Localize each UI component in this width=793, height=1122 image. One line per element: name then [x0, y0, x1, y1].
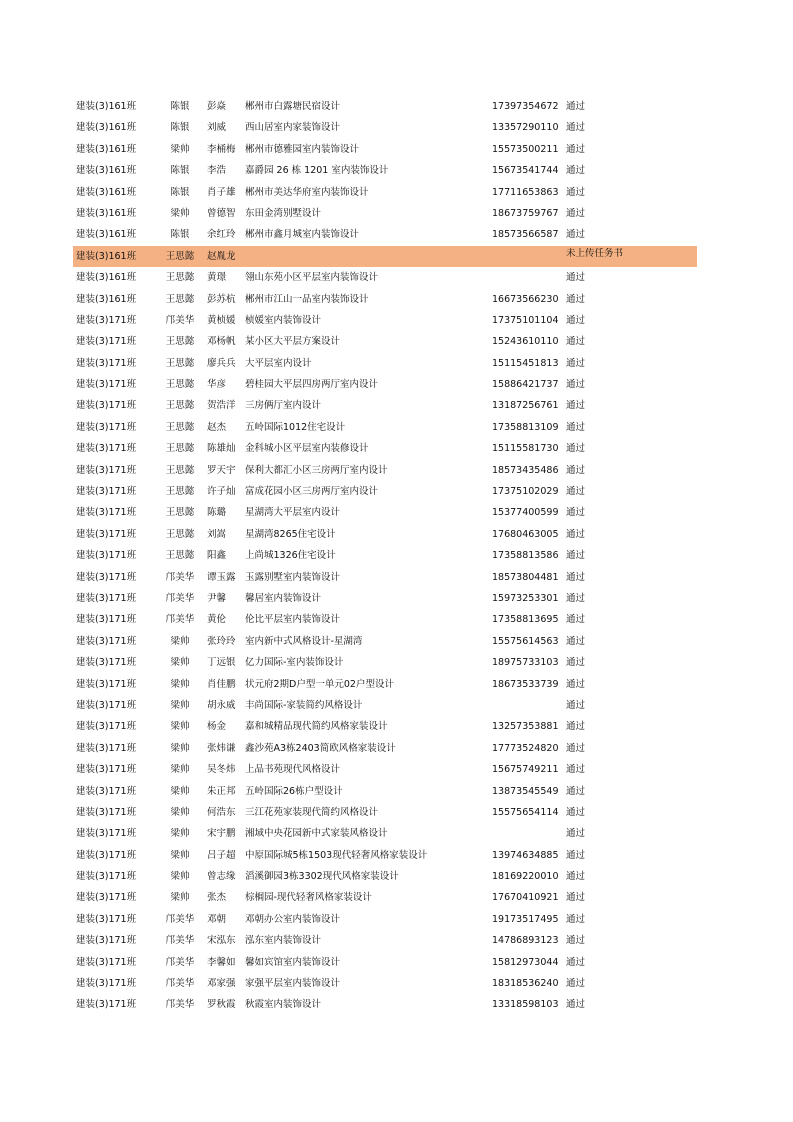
project-cell: 家强平层室内装饰设计: [245, 978, 341, 990]
student-cell: 陈璐: [207, 507, 227, 519]
teacher-cell: 梁帅: [170, 678, 190, 690]
class-cell: 建装(3)161班: [76, 250, 137, 262]
status-cell: 通过: [566, 143, 586, 155]
table-row: [73, 845, 697, 866]
phone-cell: 13873545549: [492, 785, 559, 797]
class-cell: 建装(3)171班: [76, 721, 137, 733]
project-cell: 馨居室内装饰设计: [245, 592, 322, 604]
project-cell: 邓朝办公室内装饰设计: [245, 913, 341, 925]
class-cell: 建装(3)171班: [76, 935, 137, 947]
project-cell: 星湖湾大平层室内设计: [245, 507, 341, 519]
student-cell: 何浩东: [207, 806, 236, 818]
project-cell: 三江花苑家装现代简约风格设计: [245, 806, 379, 818]
project-cell: 东田金湾别墅设计: [245, 207, 322, 219]
teacher-cell: 梁帅: [170, 742, 190, 754]
student-cell: 刘威: [207, 122, 227, 134]
table-row: [73, 267, 697, 288]
project-cell: 室内新中式风格设计-星湖湾: [245, 635, 363, 647]
project-cell: 郴州市江山一品室内装饰设计: [245, 293, 369, 305]
teacher-cell: 陈银: [170, 229, 190, 241]
class-cell: 建装(3)171班: [76, 336, 137, 348]
project-cell: 玉露别墅室内装饰设计: [245, 571, 341, 583]
class-cell: 建装(3)171班: [76, 956, 137, 968]
teacher-cell: 梁帅: [170, 892, 190, 904]
phone-cell: 17397354672: [492, 101, 559, 112]
student-cell: 华彦: [207, 379, 227, 391]
teacher-cell: 梁帅: [170, 207, 190, 219]
phone-cell: 13257353881: [492, 721, 559, 733]
status-cell: 通过: [566, 272, 586, 284]
teacher-cell: 王思懿: [165, 336, 195, 348]
project-cell: 桢媛室内装饰设计: [245, 314, 322, 326]
student-cell: 杨金: [207, 721, 227, 733]
student-cell: 胡永威: [207, 699, 236, 711]
table-row: [73, 417, 697, 438]
project-cell: 中原国际城5栋1503现代轻奢风格家装设计: [245, 849, 428, 861]
teacher-cell: 陈银: [170, 122, 190, 134]
status-cell: 通过: [566, 207, 586, 219]
class-cell: 建装(3)171班: [76, 614, 137, 626]
phone-cell: 18673533739: [492, 678, 559, 690]
status-cell: 未上传任务书: [566, 247, 624, 259]
class-cell: 建装(3)171班: [76, 678, 137, 690]
status-cell: 通过: [566, 379, 586, 391]
status-cell: 通过: [566, 122, 586, 134]
table-row: [73, 353, 697, 374]
status-cell: 通过: [566, 336, 586, 348]
project-cell: 郴州市美达华府室内装饰设计: [245, 186, 369, 198]
class-cell: 建装(3)161班: [76, 143, 137, 155]
class-cell: 建装(3)171班: [76, 978, 137, 990]
project-cell: 伦比平层室内装饰设计: [245, 614, 341, 626]
teacher-cell: 王思懿: [165, 379, 195, 391]
student-cell: 刘嵩: [207, 528, 227, 540]
status-cell: 通过: [566, 486, 586, 498]
class-cell: 建装(3)171班: [76, 592, 137, 604]
status-cell: 通过: [566, 892, 586, 904]
student-cell: 吴冬炜: [207, 764, 236, 776]
student-cell: 李浩: [207, 165, 227, 177]
phone-cell: 17711653863: [492, 186, 559, 198]
table-row: [73, 246, 697, 267]
project-cell: 丰尚国际-家装简约风格设计: [245, 699, 363, 711]
status-cell: 通过: [566, 165, 586, 177]
status-cell: 通过: [566, 229, 586, 241]
student-cell: 李桶梅: [207, 143, 236, 155]
table-row: [73, 802, 697, 823]
table-row: [73, 973, 697, 994]
class-cell: 建装(3)171班: [76, 828, 137, 840]
status-cell: 通过: [566, 314, 586, 326]
status-cell: 通过: [566, 699, 586, 711]
phone-cell: 15886421737: [492, 379, 559, 391]
teacher-cell: 陈银: [170, 101, 190, 112]
table-row: [73, 117, 697, 138]
student-cell: 黄璟: [207, 272, 227, 284]
student-cell: 曾德智: [207, 207, 236, 219]
teacher-cell: 梁帅: [170, 764, 190, 776]
student-cell: 邓杨帆: [207, 336, 236, 348]
status-cell: 通过: [566, 721, 586, 733]
teacher-cell: 王思懿: [165, 421, 195, 433]
project-cell: 秋霞室内装饰设计: [245, 999, 322, 1011]
phone-cell: 18573804481: [492, 571, 559, 583]
project-cell: 滔溪御园3栋3302现代风格家装设计: [245, 871, 399, 883]
table-row: [73, 631, 697, 652]
phone-cell: 18573435486: [492, 464, 559, 476]
student-cell: 丁远银: [207, 657, 236, 669]
phone-cell: 18169220010: [492, 871, 559, 883]
student-cell: 彭焱: [207, 101, 227, 112]
table-row: [73, 823, 697, 844]
student-cell: 邓朝: [207, 913, 227, 925]
class-cell: 建装(3)171班: [76, 314, 137, 326]
class-cell: 建装(3)171班: [76, 443, 137, 455]
class-cell: 建装(3)171班: [76, 550, 137, 562]
table-row: [73, 224, 697, 245]
class-cell: 建装(3)171班: [76, 464, 137, 476]
class-cell: 建装(3)171班: [76, 892, 137, 904]
phone-cell: 16673566230: [492, 293, 559, 305]
phone-cell: 15673541744: [492, 165, 559, 177]
status-cell: 通过: [566, 828, 586, 840]
teacher-cell: 梁帅: [170, 721, 190, 733]
status-cell: 通过: [566, 657, 586, 669]
phone-cell: 17358813109: [492, 421, 559, 433]
phone-cell: 19173517495: [492, 913, 559, 925]
class-cell: 建装(3)161班: [76, 122, 137, 134]
student-cell: 吕子超: [207, 849, 236, 861]
project-cell: 五岭国际26栋户型设计: [245, 785, 343, 797]
phone-cell: 17358813695: [492, 614, 559, 626]
table-row: [73, 96, 697, 117]
table-row: [73, 952, 697, 973]
table-row: [73, 460, 697, 481]
student-cell: 罗天宇: [207, 464, 236, 476]
status-cell: 通过: [566, 443, 586, 455]
project-cell: 郴州市白露塘民宿设计: [245, 101, 341, 112]
class-cell: 建装(3)161班: [76, 165, 137, 177]
class-cell: 建装(3)161班: [76, 229, 137, 241]
table-row: [73, 524, 697, 545]
phone-cell: 17670410921: [492, 892, 559, 904]
status-cell: 通过: [566, 999, 586, 1011]
student-cell: 黄桢媛: [207, 314, 236, 326]
project-cell: 某小区大平层方案设计: [245, 336, 341, 348]
status-cell: 通过: [566, 764, 586, 776]
class-cell: 建装(3)161班: [76, 207, 137, 219]
phone-cell: 13318598103: [492, 999, 559, 1011]
status-cell: 通过: [566, 507, 586, 519]
teacher-cell: 陈银: [170, 165, 190, 177]
status-cell: 通过: [566, 956, 586, 968]
student-cell: 尹馨: [207, 592, 227, 604]
class-cell: 建装(3)171班: [76, 999, 137, 1011]
teacher-cell: 王思懿: [165, 528, 195, 540]
table-row: [73, 203, 697, 224]
project-cell: 星湖湾8265住宅设计: [245, 528, 336, 540]
table-row: [73, 438, 697, 459]
student-cell: 余红玲: [207, 229, 236, 241]
teacher-cell: 王思懿: [165, 250, 195, 262]
status-cell: 通过: [566, 550, 586, 562]
class-cell: 建装(3)161班: [76, 101, 137, 112]
status-cell: 通过: [566, 592, 586, 604]
student-cell: 肖佳鹏: [207, 678, 236, 690]
class-cell: 建装(3)171班: [76, 913, 137, 925]
status-cell: 通过: [566, 614, 586, 626]
teacher-cell: 邝美华: [165, 614, 195, 626]
teacher-cell: 王思懿: [165, 357, 195, 369]
teacher-cell: 邝美华: [165, 935, 195, 947]
project-cell: 嘉爵园 26 栋 1201 室内装饰设计: [245, 165, 389, 177]
class-cell: 建装(3)171班: [76, 486, 137, 498]
class-cell: 建装(3)171班: [76, 357, 137, 369]
class-cell: 建装(3)161班: [76, 186, 137, 198]
phone-cell: 17375101104: [492, 314, 559, 326]
project-cell: 三房俩厅室内设计: [245, 400, 322, 412]
teacher-cell: 梁帅: [170, 849, 190, 861]
teacher-cell: 王思懿: [165, 293, 195, 305]
phone-cell: 17680463005: [492, 528, 559, 540]
table-row: [73, 738, 697, 759]
table-row: [73, 160, 697, 181]
status-cell: 通过: [566, 785, 586, 797]
project-cell: 富成花园小区三房两厅室内设计: [245, 486, 379, 498]
status-cell: 通过: [566, 357, 586, 369]
teacher-cell: 梁帅: [170, 635, 190, 647]
project-cell: 保利大都汇小区三房两厅室内设计: [245, 464, 388, 476]
status-cell: 通过: [566, 186, 586, 198]
table-row: [73, 866, 697, 887]
class-cell: 建装(3)171班: [76, 400, 137, 412]
status-cell: 通过: [566, 571, 586, 583]
student-cell: 黄伦: [207, 614, 227, 626]
phone-cell: 13974634885: [492, 849, 559, 861]
table-row: [73, 182, 697, 203]
table-row: [73, 331, 697, 352]
student-cell: 张杰: [207, 892, 227, 904]
student-cell: 朱正邦: [207, 785, 236, 797]
phone-cell: 17773524820: [492, 742, 559, 754]
phone-cell: 15115581730: [492, 443, 559, 455]
table-row: [73, 289, 697, 310]
teacher-cell: 邝美华: [165, 913, 195, 925]
class-cell: 建装(3)171班: [76, 742, 137, 754]
project-cell: 上品书苑现代风格设计: [245, 764, 341, 776]
class-cell: 建装(3)171班: [76, 635, 137, 647]
class-cell: 建装(3)171班: [76, 657, 137, 669]
project-cell: 泓东室内装饰设计: [245, 935, 322, 947]
class-cell: 建装(3)171班: [76, 571, 137, 583]
table-row: [73, 994, 697, 1015]
table-row: [73, 545, 697, 566]
status-cell: 通过: [566, 742, 586, 754]
project-cell: 嘉和城精品现代简约风格家装设计: [245, 721, 388, 733]
class-cell: 建装(3)171班: [76, 528, 137, 540]
class-cell: 建装(3)171班: [76, 379, 137, 391]
phone-cell: 15973253301: [492, 592, 559, 604]
class-cell: 建装(3)171班: [76, 764, 137, 776]
class-cell: 建装(3)171班: [76, 785, 137, 797]
project-cell: 状元府2期D户型一单元02户型设计: [245, 678, 394, 690]
teacher-cell: 邝美华: [165, 978, 195, 990]
table-row: [73, 588, 697, 609]
student-cell: 阳鑫: [207, 550, 227, 562]
phone-cell: 17375102029: [492, 486, 559, 498]
phone-cell: 14786893123: [492, 935, 559, 947]
teacher-cell: 王思懿: [165, 400, 195, 412]
class-cell: 建装(3)171班: [76, 849, 137, 861]
teacher-cell: 邝美华: [165, 571, 195, 583]
phone-cell: 13187256761: [492, 400, 559, 412]
teacher-cell: 王思懿: [165, 507, 195, 519]
teacher-cell: 梁帅: [170, 699, 190, 711]
student-cell: 肖子雄: [207, 186, 236, 198]
teacher-cell: 梁帅: [170, 657, 190, 669]
teacher-cell: 梁帅: [170, 828, 190, 840]
student-cell: 贺浩洋: [207, 400, 236, 412]
status-cell: 通过: [566, 400, 586, 412]
phone-cell: 18673759767: [492, 207, 559, 219]
class-cell: 建装(3)171班: [76, 699, 137, 711]
phone-cell: 15573500211: [492, 143, 559, 155]
project-cell: 馨如宾馆室内装饰设计: [245, 956, 341, 968]
project-cell: 上尚城1326住宅设计: [245, 550, 336, 562]
student-cell: 张玲玲: [207, 635, 236, 647]
status-cell: 通过: [566, 421, 586, 433]
phone-cell: 15575654114: [492, 806, 559, 818]
table-row: [73, 652, 697, 673]
phone-cell: 15812973044: [492, 956, 559, 968]
teacher-cell: 王思懿: [165, 464, 195, 476]
teacher-cell: 王思懿: [165, 550, 195, 562]
spreadsheet-table: [73, 96, 697, 1016]
status-cell: 通过: [566, 871, 586, 883]
table-row: [73, 909, 697, 930]
status-cell: 通过: [566, 913, 586, 925]
project-cell: 五岭国际1012住宅设计: [245, 421, 346, 433]
project-cell: 翎山东苑小区平层室内装饰设计: [245, 272, 379, 284]
status-cell: 通过: [566, 678, 586, 690]
student-cell: 宋泓东: [207, 935, 236, 947]
table-row: [73, 609, 697, 630]
student-cell: 赵胤龙: [207, 250, 236, 262]
phone-cell: 18573566587: [492, 229, 559, 241]
teacher-cell: 梁帅: [170, 143, 190, 155]
status-cell: 通过: [566, 293, 586, 305]
teacher-cell: 邝美华: [165, 314, 195, 326]
table-row: [73, 374, 697, 395]
student-cell: 张炜谦: [207, 742, 236, 754]
class-cell: 建装(3)171班: [76, 507, 137, 519]
student-cell: 罗秋霞: [207, 999, 236, 1011]
status-cell: 通过: [566, 528, 586, 540]
teacher-cell: 邝美华: [165, 999, 195, 1011]
phone-cell: 15575614563: [492, 635, 559, 647]
student-cell: 谭玉露: [207, 571, 236, 583]
student-cell: 宋宇鹏: [207, 828, 236, 840]
student-cell: 许子灿: [207, 486, 236, 498]
project-cell: 郴州市鑫月城室内装饰设计: [245, 229, 360, 241]
project-cell: 碧桂园大平层四房两厅室内设计: [245, 379, 379, 391]
table-row: [73, 930, 697, 951]
status-cell: 通过: [566, 849, 586, 861]
table-row: [73, 502, 697, 523]
student-cell: 陈雄灿: [207, 443, 236, 455]
project-cell: 亿力国际-室内装饰设计: [245, 657, 344, 669]
teacher-cell: 梁帅: [170, 806, 190, 818]
phone-cell: 15675749211: [492, 764, 559, 776]
table-row: [73, 674, 697, 695]
project-cell: 郴州市德雅园室内装饰设计: [245, 143, 360, 155]
class-cell: 建装(3)171班: [76, 871, 137, 883]
teacher-cell: 王思懿: [165, 272, 195, 284]
table-row: [73, 695, 697, 716]
phone-cell: 17358813586: [492, 550, 559, 562]
table-row: [73, 481, 697, 502]
class-cell: 建装(3)171班: [76, 806, 137, 818]
table-row: [73, 139, 697, 160]
phone-cell: 15377400599: [492, 507, 559, 519]
phone-cell: 13357290110: [492, 122, 559, 134]
class-cell: 建装(3)171班: [76, 421, 137, 433]
project-cell: 鑫沙苑A3栋2403简欧风格家装设计: [245, 742, 396, 754]
student-cell: 彭苏杭: [207, 293, 236, 305]
status-cell: 通过: [566, 978, 586, 990]
project-cell: 金科城小区平层室内装修设计: [245, 443, 369, 455]
teacher-cell: 王思懿: [165, 443, 195, 455]
phone-cell: 18975733103: [492, 657, 559, 669]
status-cell: 通过: [566, 806, 586, 818]
teacher-cell: 梁帅: [170, 785, 190, 797]
student-cell: 赵杰: [207, 421, 227, 433]
phone-cell: 18318536240: [492, 978, 559, 990]
student-cell: 曾志缘: [207, 871, 236, 883]
table-row: [73, 716, 697, 737]
table-row: [73, 567, 697, 588]
project-cell: 西山居室内家装饰设计: [245, 122, 341, 134]
status-cell: 通过: [566, 935, 586, 947]
status-cell: 通过: [566, 464, 586, 476]
phone-cell: 15243610110: [492, 336, 559, 348]
phone-cell: 15115451813: [492, 357, 559, 369]
class-cell: 建装(3)161班: [76, 272, 137, 284]
table-row: [73, 781, 697, 802]
table-row: [73, 759, 697, 780]
teacher-cell: 邝美华: [165, 956, 195, 968]
status-cell: 通过: [566, 101, 586, 112]
class-cell: 建装(3)161班: [76, 293, 137, 305]
table-row: [73, 310, 697, 331]
student-cell: 廖兵兵: [207, 357, 236, 369]
teacher-cell: 梁帅: [170, 871, 190, 883]
student-cell: 李馨如: [207, 956, 236, 968]
teacher-cell: 陈银: [170, 186, 190, 198]
table-row: [73, 395, 697, 416]
status-cell: 通过: [566, 635, 586, 647]
student-cell: 邓家强: [207, 978, 236, 990]
project-cell: 大平层室内设计: [245, 357, 312, 369]
teacher-cell: 邝美华: [165, 592, 195, 604]
project-cell: 棕榈园-现代轻奢风格家装设计: [245, 892, 372, 904]
table-row: [73, 887, 697, 908]
project-cell: 湘域中央花园新中式家装风格设计: [245, 828, 388, 840]
teacher-cell: 王思懿: [165, 486, 195, 498]
